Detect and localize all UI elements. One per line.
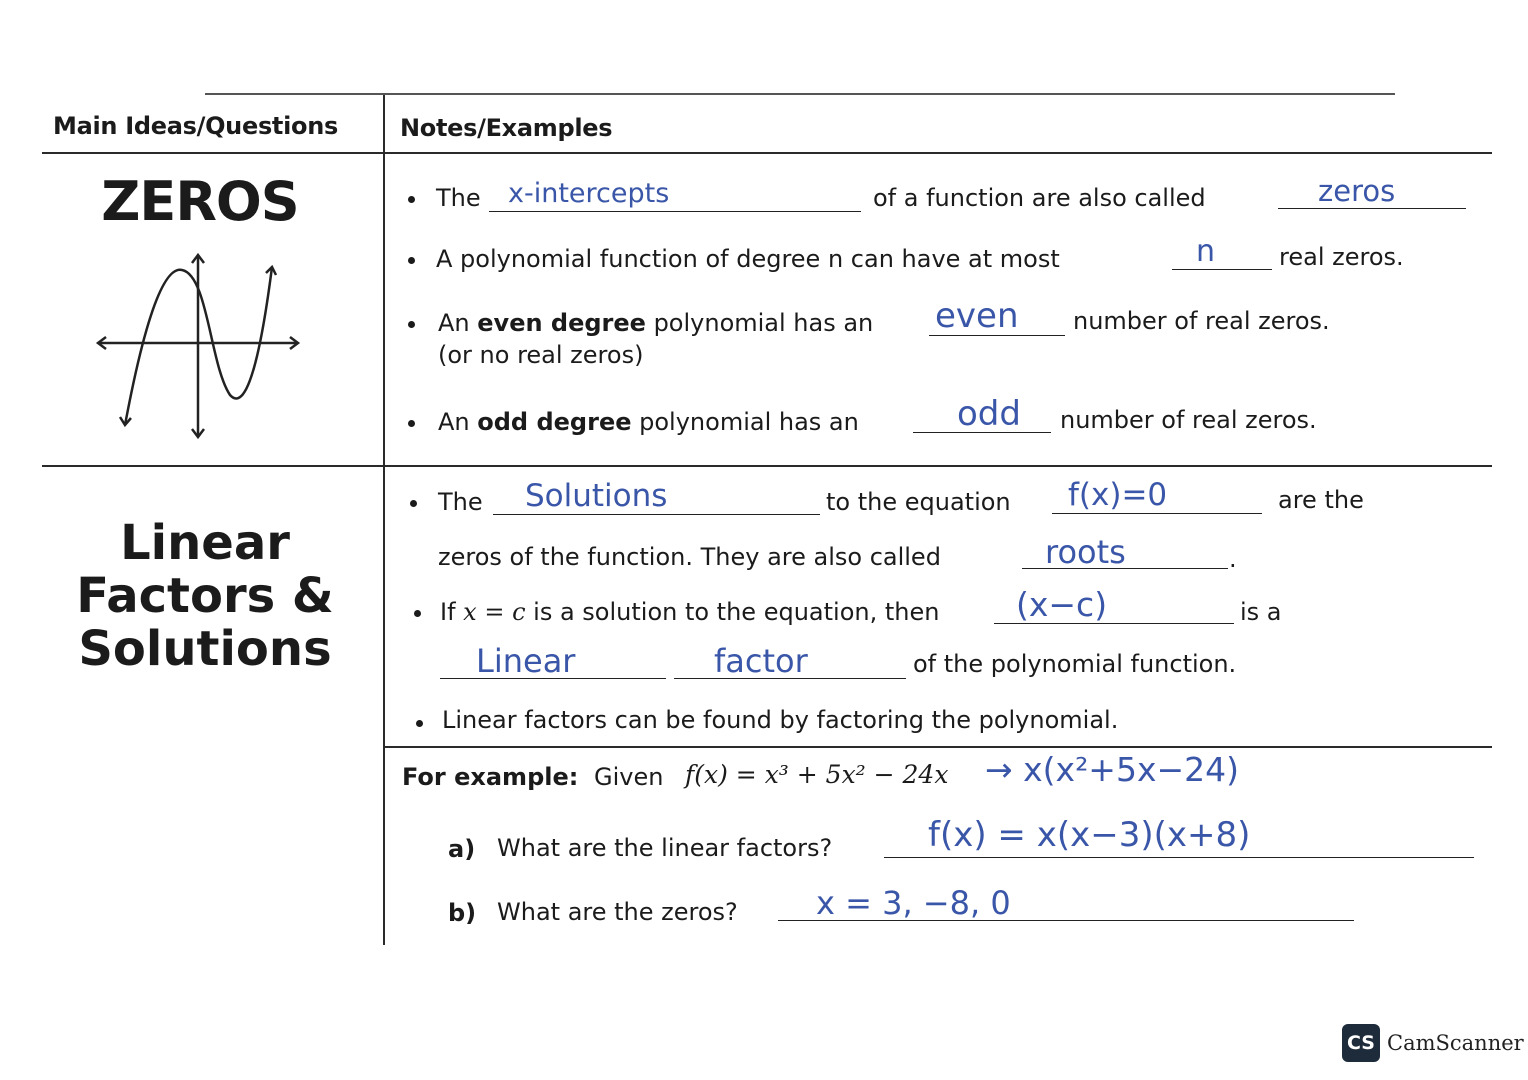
bullet (410, 500, 417, 507)
answer-solutions: Solutions (525, 478, 668, 514)
camscanner-watermark: CamScanner (1387, 1031, 1524, 1055)
bullet (408, 257, 415, 264)
answer-linear: Linear (476, 642, 576, 680)
zeros-line4-text3: number of real zeros. (1060, 406, 1317, 434)
linear-line1-text1: The (438, 488, 483, 516)
blank-x-intercepts (489, 211, 861, 212)
bullet (408, 321, 415, 328)
question-a-text: What are the linear factors? (497, 834, 833, 862)
blank-zeros (1278, 208, 1466, 209)
blank-fx0 (1052, 513, 1262, 514)
blank-linear-factors (884, 857, 1474, 858)
answer-x-intercepts: x-intercepts (508, 178, 670, 209)
answer-zeros: zeros (1318, 174, 1396, 208)
zeros-line3-text3: number of real zeros. (1073, 307, 1330, 335)
zeros-line2-text2: real zeros. (1279, 243, 1404, 271)
linear-line2-text2: . (1229, 545, 1237, 573)
answer-x-minus-c: (x−c) (1016, 585, 1108, 624)
answer-roots: roots (1045, 533, 1126, 571)
cubic-graph-icon (90, 245, 305, 445)
bullet (408, 196, 415, 203)
answer-linear-factors: f(x) = x(x−3)(x+8) (928, 815, 1251, 855)
section-title-linear: Linear Factors & Solutions (76, 515, 334, 677)
linear-line3-text3: is a (1240, 598, 1282, 626)
linear-line1-text2: to the equation (826, 488, 1011, 516)
question-b-label: b) (448, 899, 477, 927)
question-b-text: What are the zeros? (497, 898, 738, 926)
answer-zeros-list: x = 3, −8, 0 (816, 884, 1011, 922)
linear-line5-text: Linear factors can be found by factoring the polynomial. (442, 706, 1119, 734)
zeros-line3-text: An even degree polynomial has an (438, 309, 874, 337)
zeros-line1-text2: of a function are also called (873, 184, 1206, 212)
linear-line1-text3: are the (1278, 486, 1364, 514)
answer-n: n (1196, 234, 1216, 269)
section-title-zeros: ZEROS (101, 170, 299, 233)
example-function: f(x) = x³ + 5x² − 24x (685, 760, 949, 789)
answer-factor: factor (714, 642, 808, 680)
section-divider (42, 465, 1492, 467)
header-main-ideas: Main Ideas/Questions (53, 112, 338, 140)
answer-fx0: f(x)=0 (1068, 477, 1168, 513)
bullet (416, 720, 423, 727)
zeros-line1-text1: The (436, 184, 481, 212)
header-notes-examples: Notes/Examples (400, 114, 613, 142)
example-work: → x(x²+5x−24) (985, 750, 1239, 789)
example-label: For example: (402, 763, 579, 791)
zeros-line2-text1: A polynomial function of degree n can have at most (436, 245, 1060, 273)
answer-even: even (935, 296, 1019, 336)
blank-solutions (493, 514, 820, 515)
linear-line3-text: If x = c is a solution to the equation, then (440, 598, 940, 626)
bullet (408, 420, 415, 427)
camscanner-logo-icon: CS (1342, 1024, 1380, 1062)
header-divider (42, 152, 1492, 154)
question-a-label: a) (448, 835, 476, 863)
linear-line4-text1: of the polynomial function. (913, 650, 1237, 678)
blank-n (1172, 269, 1272, 270)
example-divider (385, 746, 1492, 748)
zeros-line3-text4: (or no real zeros) (438, 341, 644, 369)
column-divider (383, 95, 385, 945)
example-given: Given (594, 763, 664, 791)
zeros-line4-text: An odd degree polynomial has an (438, 408, 859, 436)
bullet (414, 610, 421, 617)
linear-line2-text1: zeros of the function. They are also called (438, 543, 941, 571)
answer-odd: odd (957, 394, 1021, 434)
